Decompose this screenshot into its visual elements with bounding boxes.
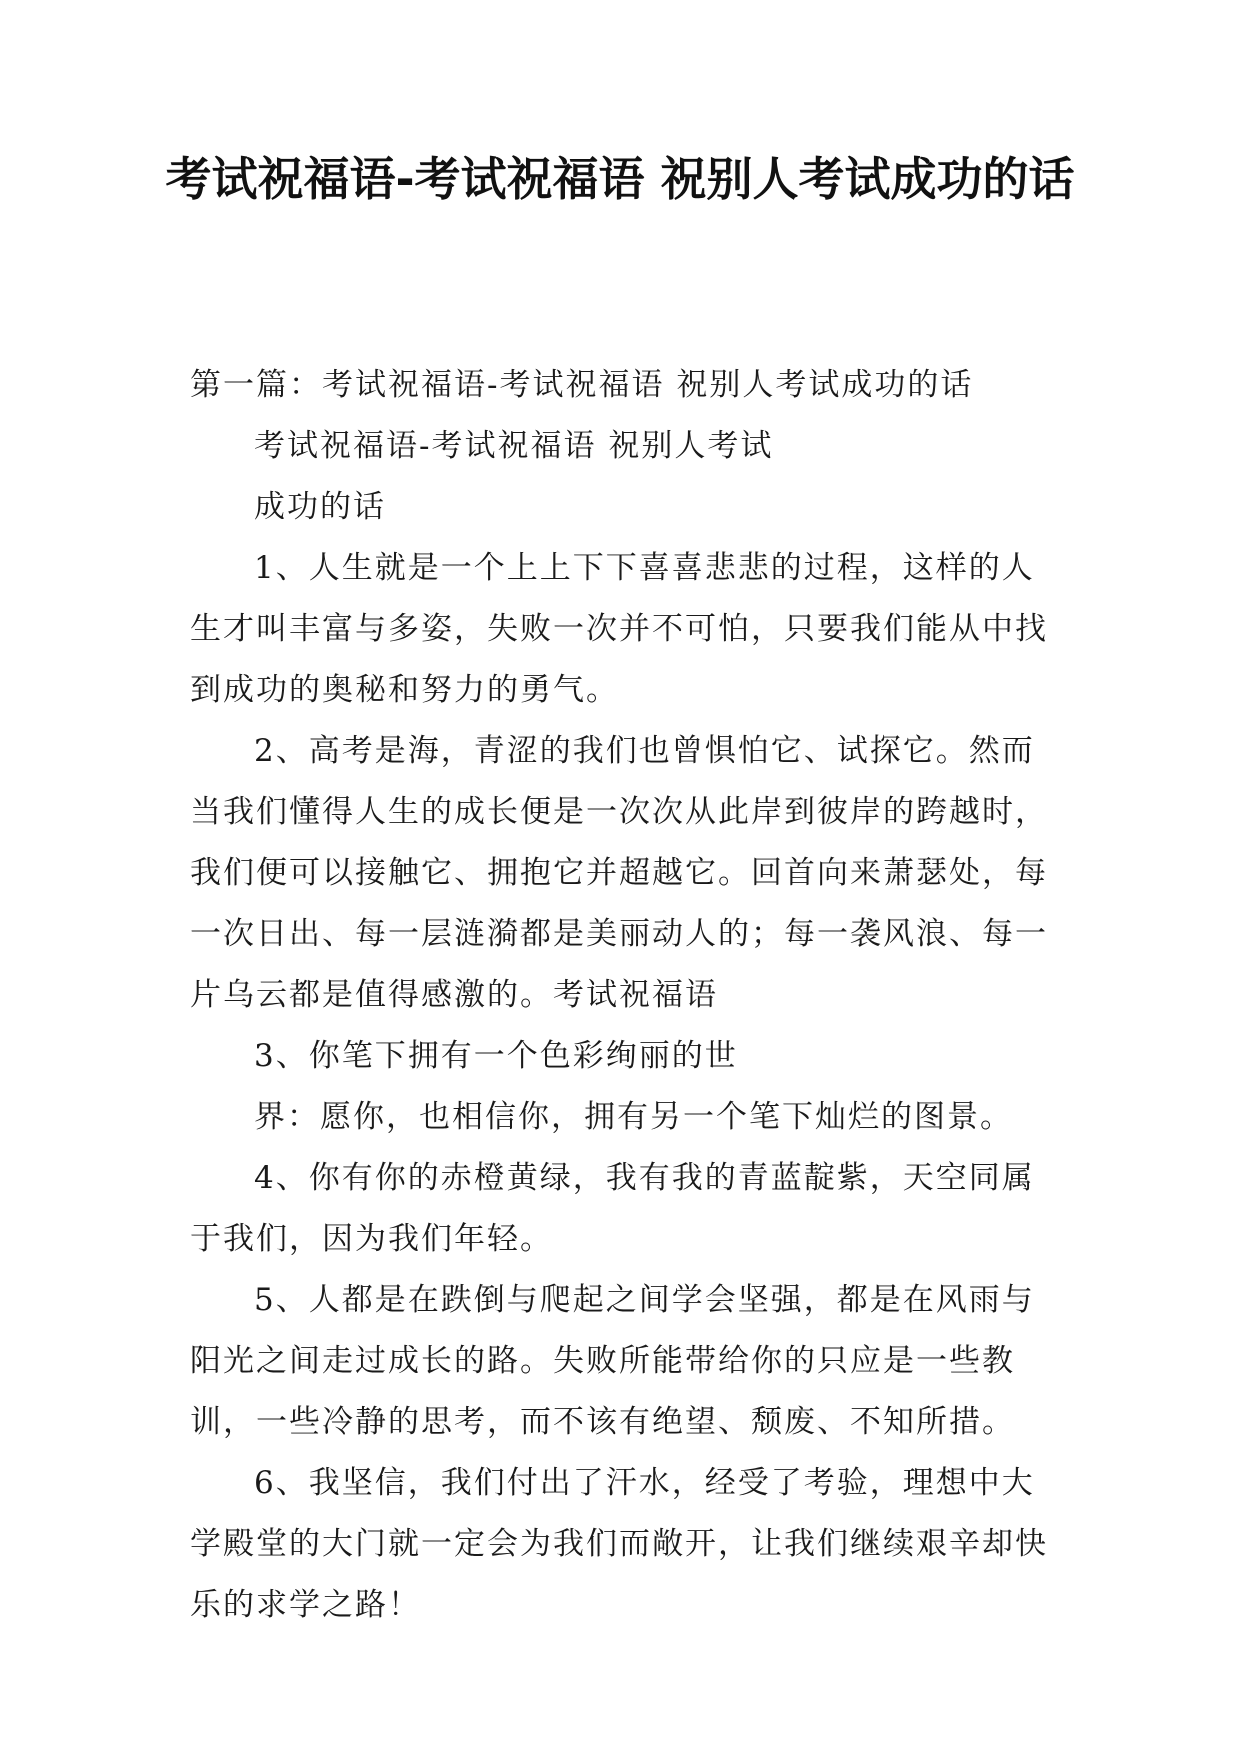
document-body <box>190 355 1050 1636</box>
section-heading: 第一篇：考试祝福语-考试祝福语 祝别人考试成功的话 <box>190 367 974 403</box>
paragraph: 3、你笔下拥有一个色彩绚丽的世 <box>254 1038 738 1074</box>
paragraph: 界：愿你，也相信你，拥有另一个笔下灿烂的图景。 <box>254 1099 1013 1135</box>
paragraph: 考试祝福语-考试祝福语 祝别人考试 <box>254 428 774 464</box>
paragraph: 4、你有你的赤橙黄绿，我有我的青蓝靛紫，天空同属于我们，因为我们年轻。 <box>190 1160 1035 1257</box>
paragraph: 2、高考是海，青涩的我们也曾惧怕它、试探它。然而当我们懂得人生的成长便是一次次从此岸到彼岸的跨越时，我们便可以接触它、拥抱它并超越它。回首向来萧瑟处，每一次日出、每一层涟漪都是美丽动人的；每一袭风浪、每一片乌云都是值得感激的。考试祝福语 <box>190 733 1048 1013</box>
document-title: 考试祝福语-考试祝福语 祝别人考试成功的话 <box>165 152 1075 206</box>
paragraph: 5、人都是在跌倒与爬起之间学会坚强，都是在风雨与阳光之间走过成长的路。失败所能带给你的只应是一些教训，一些冷静的思考，而不该有绝望、颓废、不知所措。 <box>190 1282 1035 1440</box>
paragraph: 6、我坚信，我们付出了汗水，经受了考验，理想中大学殿堂的大门就一定会为我们而敞开，让我们继续艰辛却快乐的求学之路！ <box>190 1465 1048 1623</box>
paragraph: 1、人生就是一个上上下下喜喜悲悲的过程，这样的人生才叫丰富与多姿，失败一次并不可怕，只要我们能从中找到成功的奥秘和努力的勇气。 <box>190 550 1048 708</box>
paragraph: 成功的话 <box>254 489 386 525</box>
